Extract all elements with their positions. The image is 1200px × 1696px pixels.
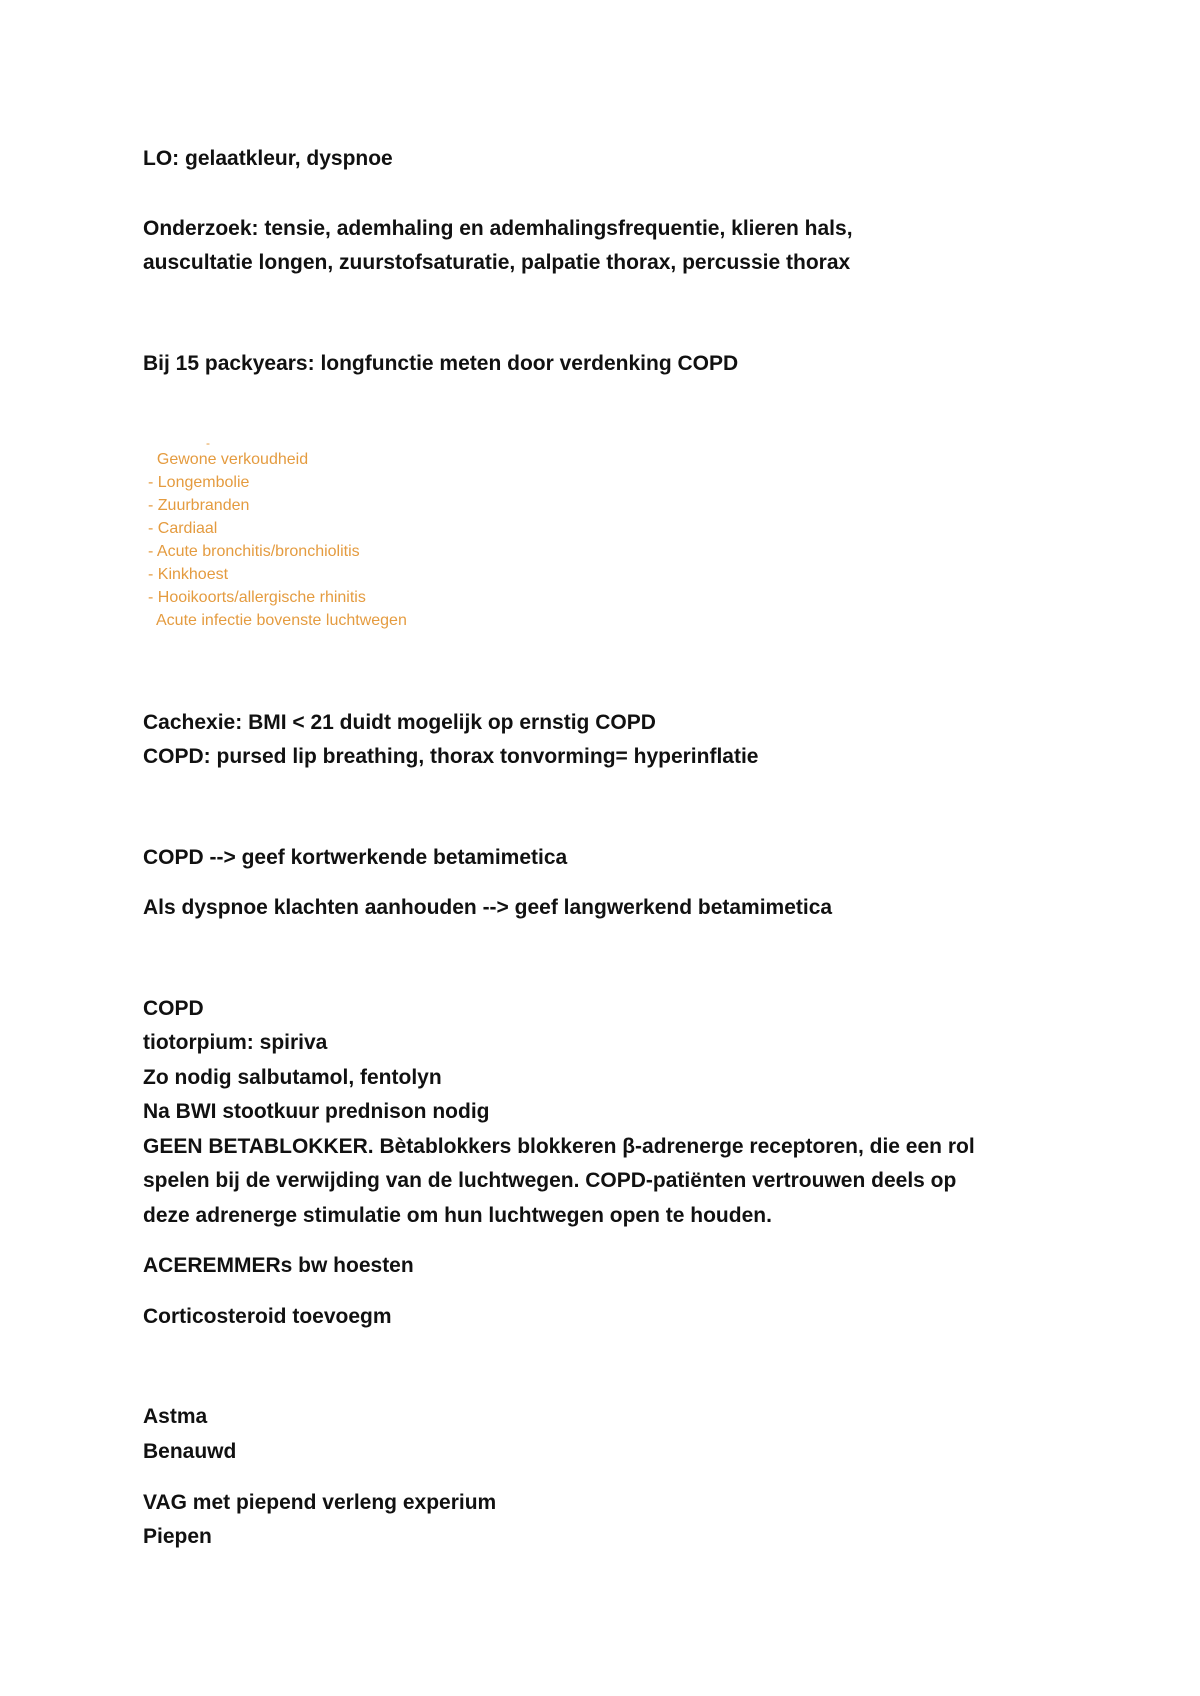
vag-line: VAG met piepend verleng experium (143, 1491, 497, 1514)
betablokker-text: Bètablokkers blokkeren β-adrenerge receptoren, die een rol (373, 1135, 975, 1158)
copd-kort-line: COPD --> geef kortwerkende betamimetica (143, 846, 568, 869)
list-stub: - (206, 436, 210, 450)
list-item: - Zuurbranden (148, 497, 250, 514)
list-item: Gewone verkoudheid (148, 451, 309, 468)
piepen-line: Piepen (143, 1525, 212, 1548)
betablokker-line-2: spelen bij de verwijding van de luchtwegen. COPD-patiënten vertrouwen deels op (143, 1169, 957, 1192)
cachexie-line (143, 710, 656, 736)
onderzoek-line-2: auscultatie longen, zuurstofsaturatie, palpatie thorax, percussie thorax (143, 251, 851, 274)
list-item: - Acute bronchitis/bronchiolitis (148, 543, 360, 560)
onderzoek-line-1: Onderzoek: tensie, ademhaling en ademhalingsfrequentie, klieren hals, (143, 217, 853, 240)
list-item: - Longembolie (148, 474, 250, 491)
differential-diagnosis-list (148, 438, 407, 632)
copd-heading: COPD (143, 997, 204, 1020)
cachexie-label: Cachexie: (143, 711, 249, 734)
list-item: - Cardiaal (148, 520, 218, 537)
cachexie-text: BMI < 21 duidt mogelijk op ernstig COPD (248, 711, 656, 734)
aceremmers-line: ACEREMMERs bw hoesten (143, 1254, 414, 1277)
copd-signs-line: COPD: pursed lip breathing, thorax tonvorming= hyperinflatie (143, 745, 759, 768)
lo-line: LO: gelaatkleur, dyspnoe (143, 147, 393, 170)
list-item: - Hooikoorts/allergische rhinitis (148, 589, 366, 606)
zo-nodig-line: Zo nodig salbutamol, fentolyn (143, 1066, 442, 1089)
geen-betablokker-label: GEEN BETABLOKKER. (143, 1135, 374, 1158)
betablokker-line-3: deze adrenerge stimulatie om hun luchtwegen open te houden. (143, 1204, 772, 1227)
packyears-line: Bij 15 packyears: longfunctie meten door verdenking COPD (143, 352, 739, 375)
na-bwi-line: Na BWI stootkuur prednison nodig (143, 1100, 490, 1123)
copd-lang-line: Als dyspnoe klachten aanhouden --> geef langwerkend betamimetica (143, 896, 833, 919)
benauwd-line: Benauwd (143, 1440, 237, 1463)
astma-heading: Astma (143, 1405, 208, 1428)
list-item: Acute infectie bovenste luchtwegen (148, 612, 407, 629)
list-item: - Kinkhoest (148, 566, 229, 583)
corticosteroid-line: Corticosteroid toevoegm (143, 1305, 392, 1328)
tiotropium-line: tiotorpium: spiriva (143, 1031, 328, 1054)
geen-betablokker-line (143, 1134, 975, 1160)
